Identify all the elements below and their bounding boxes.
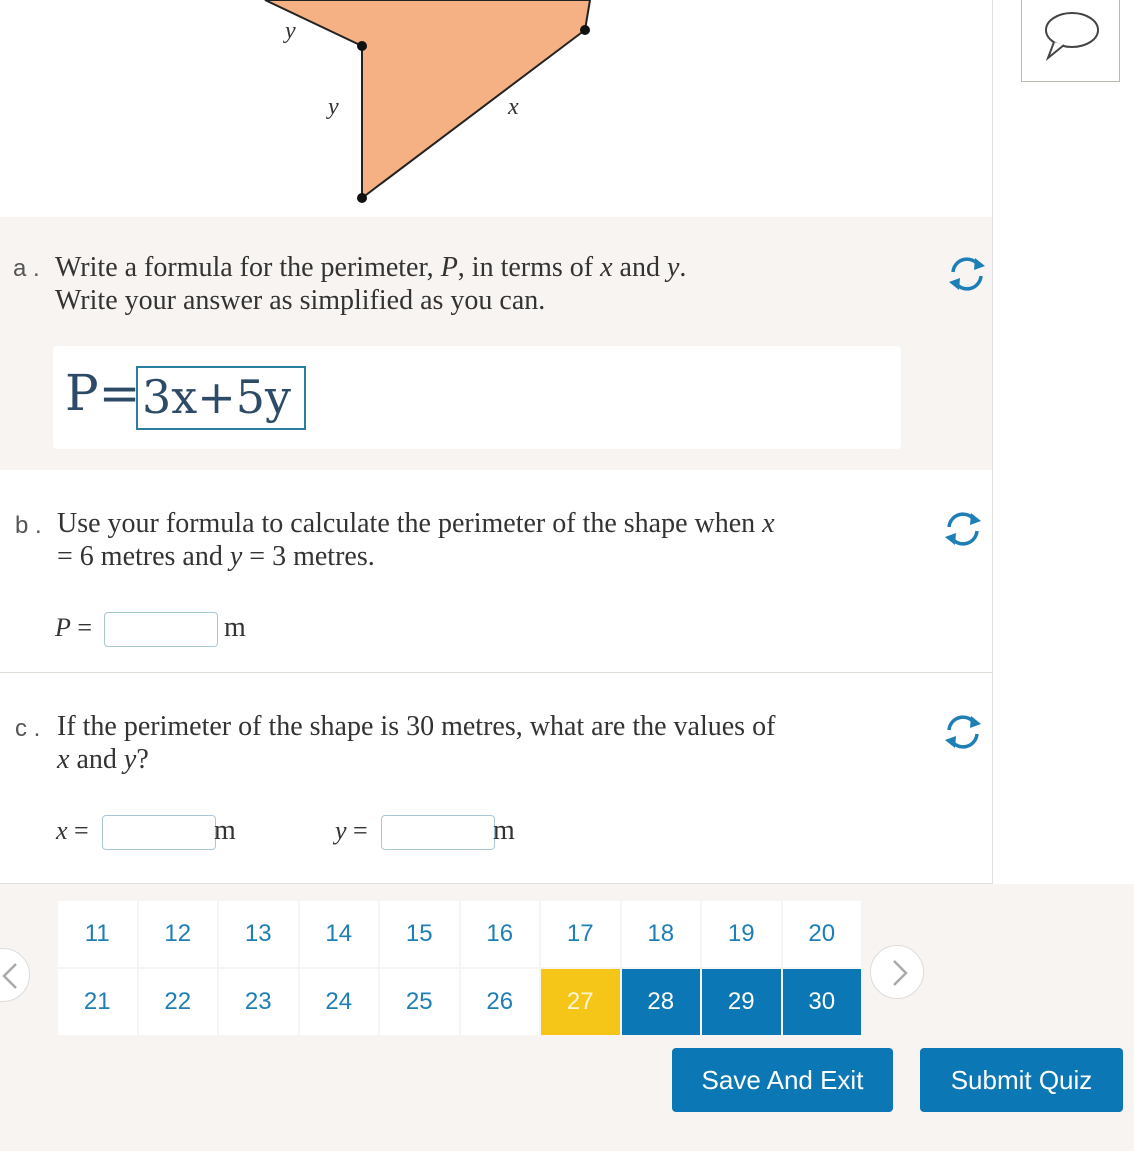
perimeter-label: P = <box>55 613 93 642</box>
question-pager <box>58 901 860 1037</box>
part-b-question <box>57 507 927 573</box>
page-cell-30[interactable]: 30 <box>783 969 862 1035</box>
part-letter-c: c . <box>15 715 41 742</box>
part-b-section <box>0 470 992 673</box>
part-letter-a: a . <box>13 255 40 282</box>
part-c-line1: If the perimeter of the shape is 30 metres, what are the values of <box>57 711 776 742</box>
page-cell-16[interactable]: 16 <box>461 901 540 967</box>
pager-grid <box>58 901 860 1035</box>
y-value-input[interactable] <box>381 815 495 850</box>
page-cell-26[interactable]: 26 <box>461 969 540 1035</box>
part-a-question <box>55 251 955 317</box>
part-a-line2: Write your answer as simplified as you can. <box>55 285 546 316</box>
page-cell-20[interactable]: 20 <box>783 901 862 967</box>
perimeter-input[interactable] <box>104 612 218 647</box>
reset-icon-b[interactable] <box>941 507 985 556</box>
vertex-dot <box>580 25 590 35</box>
part-c-section <box>0 674 992 884</box>
page-cell-19[interactable]: 19 <box>702 901 781 967</box>
vertex-dot <box>357 41 367 51</box>
x-value-unit: m <box>214 815 236 846</box>
part-b-line2: = 6 metres and y = 3 metres. <box>57 541 375 572</box>
formula-prefix: P= <box>65 364 141 422</box>
page-cell-17[interactable]: 17 <box>541 901 620 967</box>
part-c-line2: x and y? <box>57 744 149 775</box>
part-letter-b: b . <box>15 512 42 539</box>
submit-quiz-button[interactable]: Submit Quiz <box>920 1048 1123 1112</box>
page-cell-22[interactable]: 22 <box>139 969 218 1035</box>
part-a-answer-card <box>53 346 901 449</box>
perimeter-unit: m <box>224 612 246 643</box>
refresh-icon <box>941 507 985 551</box>
comment-button[interactable] <box>1021 0 1120 82</box>
x-value-input[interactable] <box>102 815 216 850</box>
page-cell-21[interactable]: 21 <box>58 969 137 1035</box>
reset-icon-c[interactable] <box>941 710 985 759</box>
vertex-dot <box>357 193 367 203</box>
page-cell-24[interactable]: 24 <box>300 969 379 1035</box>
page-cell-28[interactable]: 28 <box>622 969 701 1035</box>
label-diagonal-x: x <box>508 94 519 120</box>
previous-page-button[interactable] <box>0 948 30 1002</box>
shape-diagram <box>0 0 992 217</box>
chevron-right-icon <box>886 959 912 987</box>
label-top-y: y <box>285 18 296 44</box>
page-cell-11[interactable]: 11 <box>58 901 137 967</box>
refresh-icon <box>945 252 989 296</box>
shape-polygon <box>265 0 590 198</box>
reset-icon-a[interactable] <box>945 252 989 301</box>
part-c-question <box>57 710 927 776</box>
chevron-left-icon <box>0 962 18 990</box>
page-cell-25[interactable]: 25 <box>380 969 459 1035</box>
save-and-exit-button[interactable]: Save And Exit <box>672 1048 893 1112</box>
shape-figure <box>0 0 992 217</box>
part-b-line1: Use your formula to calculate the perimeter of the shape when x <box>57 508 775 539</box>
page-cell-13[interactable]: 13 <box>219 901 298 967</box>
part-a-line1: Write a formula for the perimeter, P, in terms of x and y. <box>55 252 687 283</box>
speech-bubble-icon <box>1044 10 1100 62</box>
page-cell-15[interactable]: 15 <box>380 901 459 967</box>
right-sidebar <box>992 0 1134 884</box>
page-cell-18[interactable]: 18 <box>622 901 701 967</box>
refresh-icon <box>941 710 985 754</box>
page-cell-23[interactable]: 23 <box>219 969 298 1035</box>
y-value-unit: m <box>493 815 515 846</box>
label-left-y: y <box>328 94 339 120</box>
next-page-button[interactable] <box>870 945 924 999</box>
page-cell-14[interactable]: 14 <box>300 901 379 967</box>
y-value-label: y = <box>335 816 368 845</box>
page-cell-29[interactable]: 29 <box>702 969 781 1035</box>
part-a-section <box>0 217 992 470</box>
page-cell-12[interactable]: 12 <box>139 901 218 967</box>
formula-input[interactable]: 3x+5y <box>136 366 306 430</box>
page-cell-27[interactable]: 27 <box>541 969 620 1035</box>
x-value-label: x = <box>56 816 89 845</box>
